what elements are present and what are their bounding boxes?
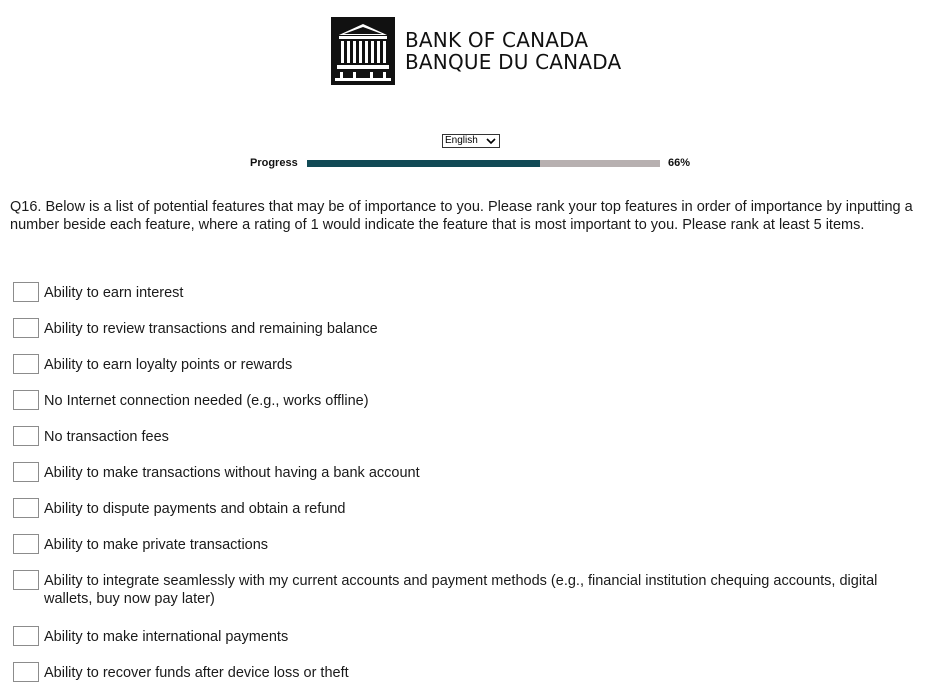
feature-label: Ability to make private transactions (44, 537, 269, 553)
list-item (13, 570, 928, 608)
feature-list (13, 282, 928, 682)
rank-input[interactable] (13, 390, 39, 410)
brand-name (405, 29, 621, 73)
brand-line-english: BANK OF CANADA (405, 28, 589, 52)
list-item (13, 498, 928, 518)
feature-label: Ability to integrate seamlessly with my current accounts and payment methods (e.g., financial institution chequing accounts, digital wallets, buy now pay later) (44, 573, 878, 607)
list-item (13, 354, 928, 374)
rank-input[interactable] (13, 570, 39, 590)
brand-line-french: BANQUE DU CANADA (405, 50, 622, 74)
rank-input[interactable] (13, 534, 39, 554)
rank-input[interactable] (13, 462, 39, 482)
feature-label: Ability to dispute payments and obtain a refund (44, 501, 346, 517)
feature-label: Ability to recover funds after device loss or theft (44, 665, 349, 681)
list-item (13, 626, 928, 646)
rank-input[interactable] (13, 318, 39, 338)
rank-input[interactable] (13, 498, 39, 518)
rank-input[interactable] (13, 626, 39, 646)
progress-bar (307, 160, 660, 167)
list-item (13, 462, 928, 482)
list-item (13, 318, 928, 338)
feature-label: Ability to make transactions without having a bank account (44, 465, 420, 481)
list-item (13, 390, 928, 410)
list-item (13, 534, 928, 554)
feature-label: Ability to earn interest (44, 285, 184, 301)
rank-input[interactable] (13, 426, 39, 446)
question-text: Q16. Below is a list of potential features that may be of importance to you. Please rank your top features in order of importance by inputting a number beside each feature, where a rating of 1 would indicate the feature that is most important to you. Please rank at least 5 items. (10, 199, 913, 233)
list-item (13, 662, 928, 682)
feature-label: Ability to review transactions and remaining balance (44, 321, 378, 337)
feature-label: No Internet connection needed (e.g., works offline) (44, 393, 369, 409)
progress-percent: 66% (668, 157, 691, 169)
list-item (13, 282, 928, 302)
feature-label: Ability to make international payments (44, 629, 289, 645)
progress-fill (307, 160, 540, 167)
bank-building-icon (331, 17, 395, 85)
feature-label: Ability to earn loyalty points or rewards (44, 357, 293, 373)
feature-label: No transaction fees (44, 429, 169, 445)
list-item (13, 426, 928, 446)
progress-label: Progress (250, 157, 298, 169)
rank-input[interactable] (13, 662, 39, 682)
language-select[interactable] (442, 134, 500, 148)
rank-input[interactable] (13, 282, 39, 302)
rank-input[interactable] (13, 354, 39, 374)
bank-logo (331, 17, 621, 85)
